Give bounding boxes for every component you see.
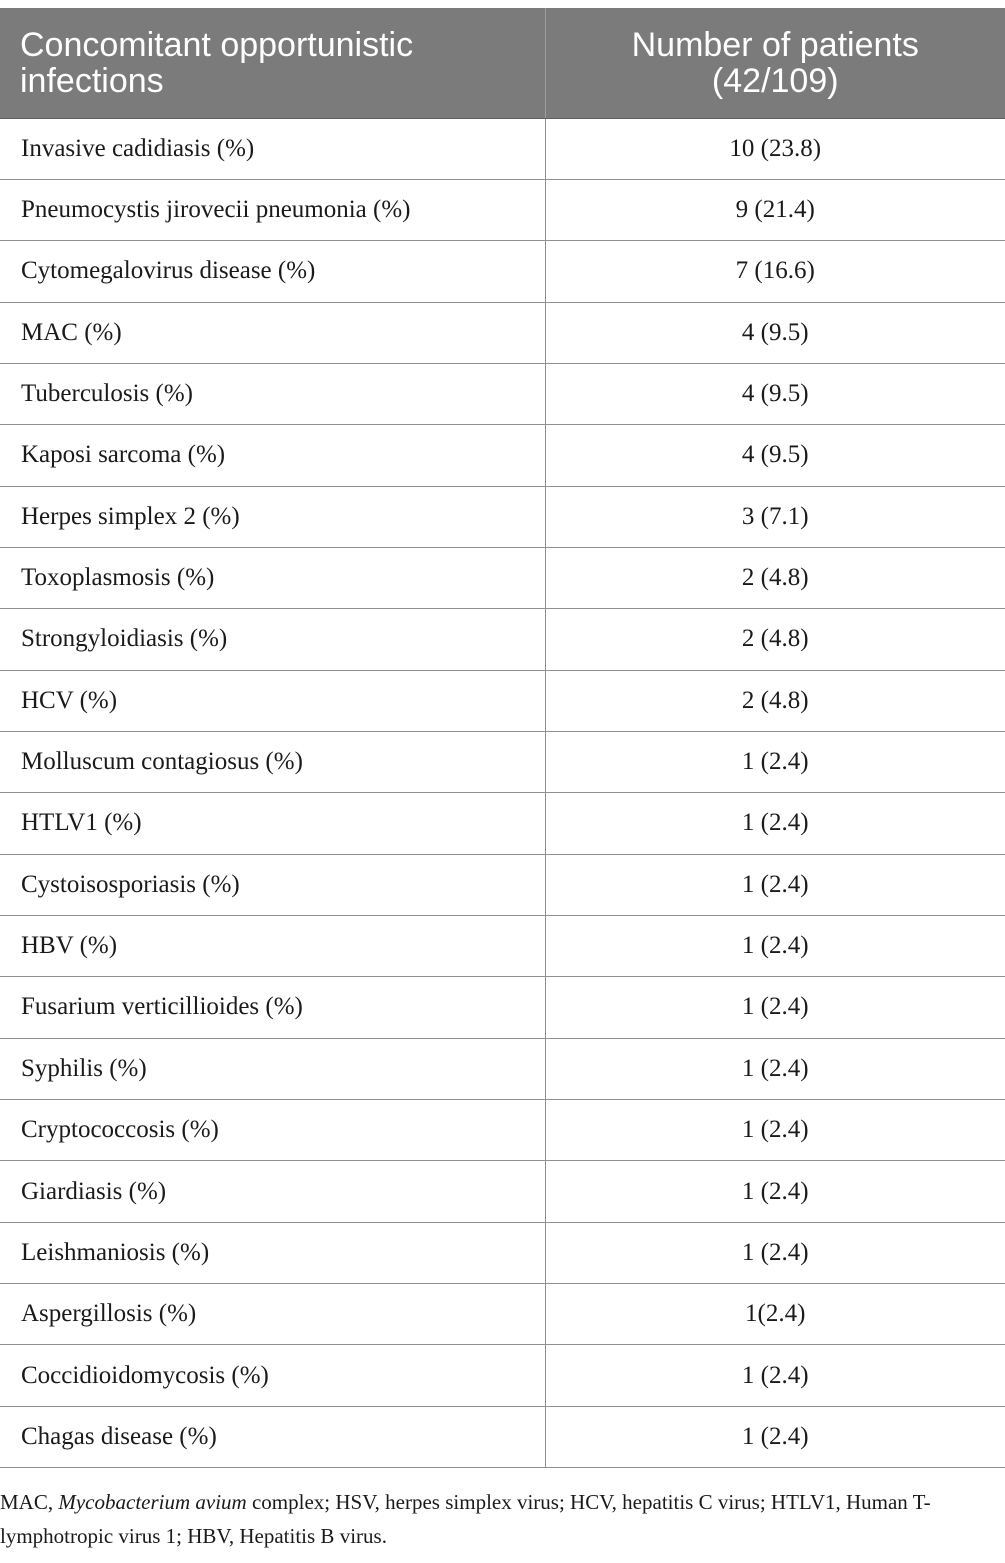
table-row bbox=[0, 179, 1005, 240]
table-row bbox=[0, 1406, 1005, 1467]
row-value: 2 (4.8) bbox=[545, 670, 1005, 731]
row-name: Chagas disease (%) bbox=[0, 1406, 545, 1467]
row-value: 1 (2.4) bbox=[545, 854, 1005, 915]
row-name: HCV (%) bbox=[0, 670, 545, 731]
table-row bbox=[0, 854, 1005, 915]
table-row bbox=[0, 609, 1005, 670]
table-row bbox=[0, 547, 1005, 608]
row-value: 4 (9.5) bbox=[545, 302, 1005, 363]
row-name: Syphilis (%) bbox=[0, 1038, 545, 1099]
row-value: 1 (2.4) bbox=[545, 1222, 1005, 1283]
table-row bbox=[0, 1161, 1005, 1222]
row-name: Aspergillosis (%) bbox=[0, 1284, 545, 1345]
row-value: 1 (2.4) bbox=[545, 1161, 1005, 1222]
table-row bbox=[0, 118, 1005, 179]
row-value: 9 (21.4) bbox=[545, 179, 1005, 240]
row-name: Fusarium verticillioides (%) bbox=[0, 977, 545, 1038]
table-row bbox=[0, 302, 1005, 363]
row-value: 1(2.4) bbox=[545, 1284, 1005, 1345]
table-row bbox=[0, 670, 1005, 731]
row-value: 3 (7.1) bbox=[545, 486, 1005, 547]
row-name: MAC (%) bbox=[0, 302, 545, 363]
infections-table bbox=[0, 8, 1005, 1468]
table-row bbox=[0, 1100, 1005, 1161]
row-name: HTLV1 (%) bbox=[0, 793, 545, 854]
row-name: Pneumocystis jirovecii pneumonia (%) bbox=[0, 179, 545, 240]
footnote-suffix: complex; HSV, herpes simplex virus; HCV, hepatitis C virus; HTLV1, Human T-lymphotropic virus 1; HBV, Hepatitis B virus. bbox=[0, 1490, 931, 1548]
row-name: HBV (%) bbox=[0, 915, 545, 976]
row-value: 1 (2.4) bbox=[545, 1406, 1005, 1467]
row-name: Coccidioidomycosis (%) bbox=[0, 1345, 545, 1406]
row-name: Giardiasis (%) bbox=[0, 1161, 545, 1222]
table-row bbox=[0, 915, 1005, 976]
row-value: 1 (2.4) bbox=[545, 977, 1005, 1038]
row-value: 1 (2.4) bbox=[545, 1100, 1005, 1161]
table-row bbox=[0, 1345, 1005, 1406]
table-row bbox=[0, 363, 1005, 424]
table-row bbox=[0, 486, 1005, 547]
table-body bbox=[0, 118, 1005, 1468]
row-value: 1 (2.4) bbox=[545, 1038, 1005, 1099]
row-value: 1 (2.4) bbox=[545, 793, 1005, 854]
table-row bbox=[0, 1222, 1005, 1283]
table-row bbox=[0, 1284, 1005, 1345]
header-infections: Concomitant opportunistic infections bbox=[0, 8, 545, 118]
row-name: Cystoisosporiasis (%) bbox=[0, 854, 545, 915]
footnote-prefix: MAC, bbox=[0, 1490, 59, 1514]
row-name: Toxoplasmosis (%) bbox=[0, 547, 545, 608]
table-row bbox=[0, 425, 1005, 486]
row-value: 7 (16.6) bbox=[545, 241, 1005, 302]
row-name: Strongyloidiasis (%) bbox=[0, 609, 545, 670]
row-value: 2 (4.8) bbox=[545, 547, 1005, 608]
table-container bbox=[0, 8, 1005, 1468]
row-value: 10 (23.8) bbox=[545, 118, 1005, 179]
row-value: 2 (4.8) bbox=[545, 609, 1005, 670]
row-value: 1 (2.4) bbox=[545, 1345, 1005, 1406]
row-name: Cryptococcosis (%) bbox=[0, 1100, 545, 1161]
table-row bbox=[0, 977, 1005, 1038]
header-patients: Number of patients (42/109) bbox=[545, 8, 1005, 118]
row-name: Molluscum contagiosus (%) bbox=[0, 731, 545, 792]
table-row bbox=[0, 731, 1005, 792]
table-footnote bbox=[0, 1485, 1005, 1553]
footnote-italic: Mycobacterium avium bbox=[58, 1490, 247, 1514]
row-name: Leishmaniosis (%) bbox=[0, 1222, 545, 1283]
row-name: Herpes simplex 2 (%) bbox=[0, 486, 545, 547]
row-value: 4 (9.5) bbox=[545, 363, 1005, 424]
row-value: 1 (2.4) bbox=[545, 915, 1005, 976]
row-name: Cytomegalovirus disease (%) bbox=[0, 241, 545, 302]
table-row bbox=[0, 241, 1005, 302]
table-row bbox=[0, 793, 1005, 854]
row-name: Kaposi sarcoma (%) bbox=[0, 425, 545, 486]
row-name: Tuberculosis (%) bbox=[0, 363, 545, 424]
row-value: 1 (2.4) bbox=[545, 731, 1005, 792]
row-value: 4 (9.5) bbox=[545, 425, 1005, 486]
header-row bbox=[0, 8, 1005, 118]
table-row bbox=[0, 1038, 1005, 1099]
row-name: Invasive cadidiasis (%) bbox=[0, 118, 545, 179]
